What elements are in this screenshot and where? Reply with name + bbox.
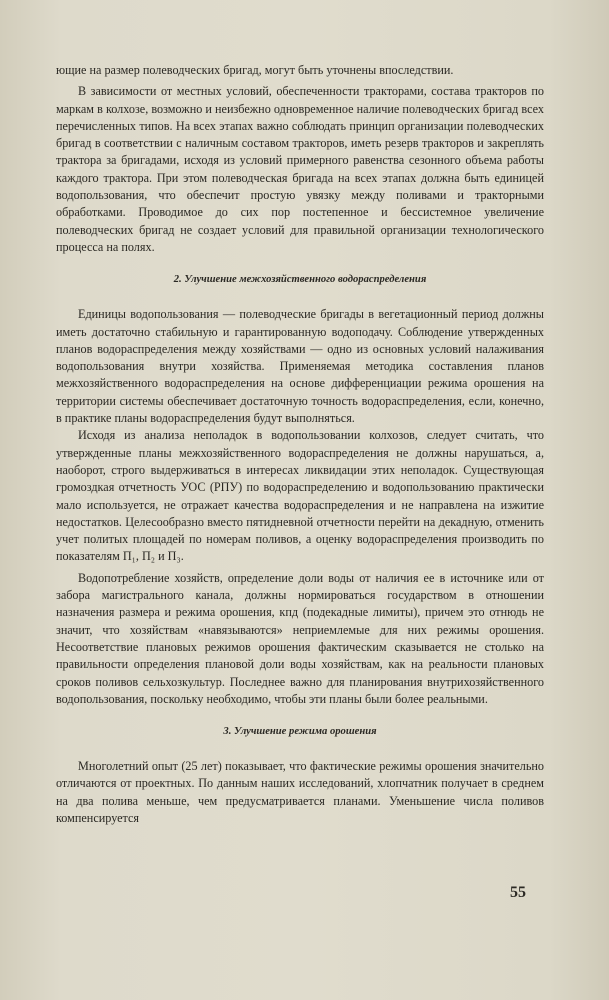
page-text	[56, 62, 544, 827]
paragraph: В зависимости от местных условий, обеспеченности тракторами, состава тракторов по маркам в колхозе, возможно и неизбежно одновременное наличие полеводческих бригад всех перечисленных типов. На всех этапах важно соблюдать принцип организации полеводческих бригад в соответствии с наличным составом тракторов, иметь резерв тракторов и закреплять трактора за бригадами, исходя из условий примерного равенства сезонного объема работы каждого трактора. При этом полеводческая бригада на всех этапах должна быть единицей водопользования, что обеспечит простую увязку между поливами и тракторными обработками. Проводимое до сих пор постепенное и бессистемное увеличение полеводческих бригад не создает условий для правильной организации технологического процесса на полях.	[56, 84, 544, 254]
section-3-title: 3. Улучшение режима орошения	[223, 726, 377, 738]
section-2-title: 2. Улучшение межхозяйственного водораспределения	[173, 274, 427, 286]
paragraph: Исходя из анализа неполадок в водопользовании колхозов, следует считать, что утвержденные планы межхозяйственного водораспределения не должны нарушаться, а, наоборот, строго выдерживаться в интересах ликвидации этих неполадок. Существующая громоздкая отчетность УОС (РПУ) по водораспределению и водопользованию практически мало используется, не отражает качества водораспределения и не направлена на изжитие недостатков. Целесообразно вместо пятидневной отчетности перейти на декадную, отменить учет политых площадей по номерам поливов, а оценку водораспределения производить по показателям П₁, П₂ и П₃.	[56, 428, 544, 564]
paragraph: Многолетний опыт (25 лет) показывает, что фактические режимы орошения значительно отличаются от проектных. По данным наших исследований, хлопчатник получает в среднем на два полива меньше, чем предусматривается планами. Уменьшение числа поливов компенсируется	[56, 759, 544, 825]
paragraph-continuation: ющие на размер полеводческих бригад, могут быть уточнены впоследствии.	[56, 63, 454, 77]
page-number: 55	[510, 884, 526, 901]
paragraph: Водопотребление хозяйств, определение доли воды от наличия ее в источнике или от забора магистрального канала, должны нормироваться государством в отношении назначения размера и режима орошения, кпд (подекадные лимиты), причем это отнюдь не значит, что хозяйствам «навязываются» неприемлемые для них режимы орошения. Несоответствие плановых режимов орошения фактическим сказывается не столько на правильности определения плановой доли воды хозяйствам, как на реальности плановых сроков поливов сельхозкультур. Последнее важно для планирования внутрихозяйственного водопользования, поскольку необходимо, чтобы эти планы были более реальными.	[56, 570, 544, 706]
paragraph: Единицы водопользования — полеводческие бригады в вегетационный период должны иметь достаточно стабильную и гарантированную водоподачу. Соблюдение утвержденных планов водораспределения между хозяйствами — одно из основных условий налаживания водопользования внутри хозяйства. Применяемая методика составления планов межхозяйственного водораспределения на основе дифференциации режима орошения на территории системы обеспечивает достаточную точность водораспределения, если, конечно, в практике планы водораспределения будут выполняться.	[56, 307, 544, 426]
